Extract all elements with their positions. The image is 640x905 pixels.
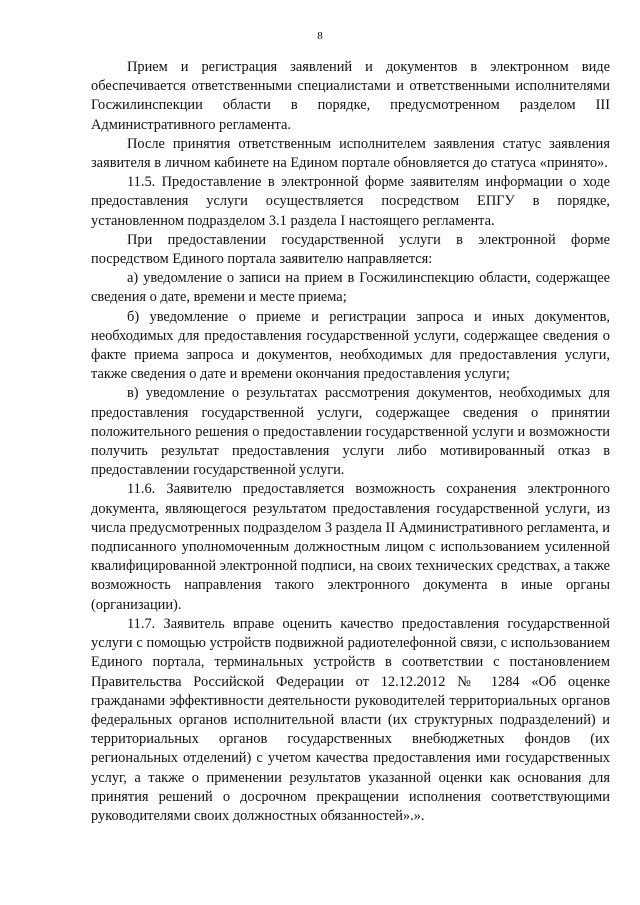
page-number: 8 (317, 30, 323, 42)
paragraph-notifications-intro: При предоставлении государственной услуги в электронной форме посредством Единого портала заявителю направляется: (91, 231, 610, 268)
paragraph-status-update: После принятия ответственным исполнителем заявления статус заявления заявителя в личном кабинете на Едином портале обновляется до статуса «принято». (91, 135, 610, 172)
paragraph-item-v: в) уведомление о результатах рассмотрения документов, необходимых для предоставления государственной услуги, содержащее сведения о принятии положительного решения о предоставлении государственной услуги и возможности получить результат предоставления услуги либо мотивированный отказ в предоставлении государственной услуги. (91, 385, 610, 479)
paragraph-item-a: а) уведомление о записи на прием в Госжилинспекцию области, содержащее сведения о дате, времени и месте приема; (91, 270, 610, 306)
document-body (91, 58, 610, 826)
paragraph-item-b: б) уведомление о приеме и регистрации запроса и иных документов, необходимых для предоставления государственной услуги, содержащее сведения о факте приема запроса и документов, необходимых для предоставления услуги, также сведения о дате и времени окончания предоставления услуги; (91, 308, 610, 383)
paragraph-11-7: 11.7. Заявитель вправе оценить качество предоставления государственной услуги с помощью устройств подвижной радиотелефонной связи, с использованием Единого портала, терминальных устройств в соответствии с постановлением Правительства Российской Федерации от 12.12.2012 № 1284 «Об оценке гражданами эффективности деятельности руководителей территориальных органов федеральных органов исполнительной власти (их структурных подразделений) и территориальных органов государственных внебюджетных фондов (их региональных отделений) с учетом качества предоставления ими государственных услуг, а также о применении результатов указанной оценки как основания для принятия решений о досрочном прекращении исполнения соответствующими руководителями своих должностных обязанностей».». (91, 615, 610, 824)
paragraph-11-5: 11.5. Предоставление в электронной форме заявителям информации о ходе предоставления услуги осуществляется посредством ЕПГУ в порядке, установленном подразделом 3.1 раздела I настоящего регламента. (91, 174, 610, 229)
paragraph-electronic-registration: Прием и регистрация заявлений и документов в электронном виде обеспечивается ответственными специалистами и ответственными исполнителями Госжилинспекции области в порядке, предусмотренном разделом III Административного регламента. (91, 59, 610, 133)
paragraph-11-6: 11.6. Заявителю предоставляется возможность сохранения электронного документа, являющегося результатом предоставления государственной услуги, из числа предусмотренных подразделом 3 раздела II Административного регламента, и подписанного уполномоченным должностным лицом с использованием усиленной квалифицированной электронной подписи, на своих технических средствах, а также возможность направления такого электронного документа в иные органы (организации). (91, 481, 610, 613)
